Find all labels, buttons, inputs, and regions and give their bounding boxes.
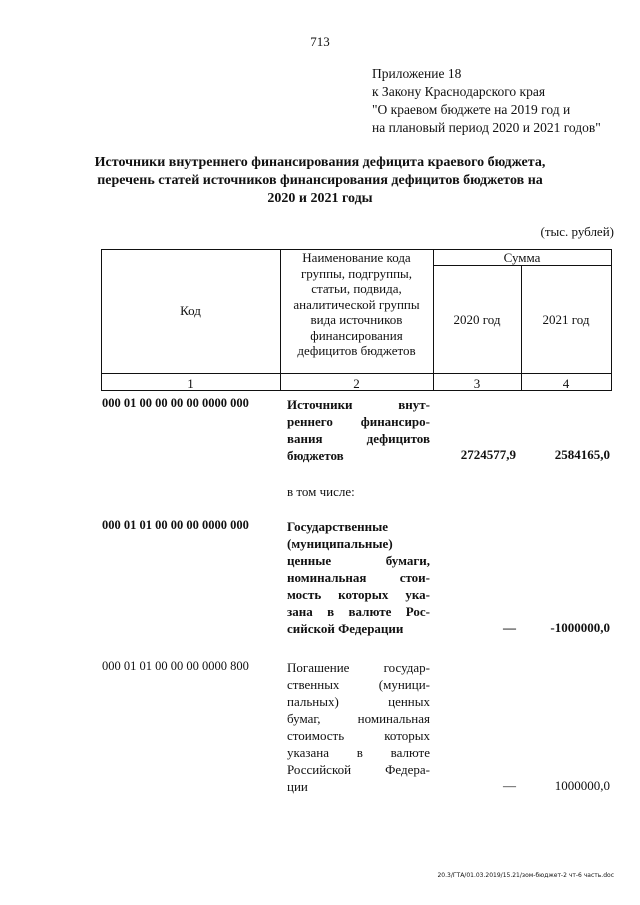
document-title-line: перечень статей источников финансирования дефицитов бюджетов на [97, 173, 543, 188]
amount-2020: 2724577,9 [460, 447, 516, 462]
column-number: 4 [562, 376, 570, 391]
header-code: Код [180, 303, 201, 318]
row-code: 000 01 01 00 00 00 0000 800 [102, 659, 249, 673]
row-code: 000 01 00 00 00 00 0000 000 [102, 396, 249, 410]
footer-file-note: 20.3/ГТА/01.03.2019/15.21/зом-бюджет-2 чт-6 часть.doc [437, 872, 614, 879]
row-name: Погашение государ- ственных (муници- пальных) ценных бумаг, номинальная стоимость которых указана в валюте Российской Федера- ции [287, 660, 430, 794]
column-number: 1 [187, 376, 194, 391]
amount-2021: -1000000,0 [550, 620, 610, 635]
document-title-line: 2020 и 2021 годы [267, 191, 373, 206]
header-sum: Сумма [503, 250, 541, 265]
document-title-line: Источники внутреннего финансирования дефицита краевого бюджета, [94, 155, 546, 170]
amount-2020: — [503, 778, 516, 793]
appendix-line: на плановый период 2020 и 2021 годов" [372, 120, 601, 135]
amount-2020: — [503, 620, 516, 635]
row-name: Источники внут- реннего финансиро- вания дефицитов бюджетов [287, 397, 430, 463]
page-number: 713 [310, 34, 330, 49]
appendix-line: "О краевом бюджете на 2019 год и [372, 102, 571, 117]
appendix-line: к Закону Краснодарского края [372, 84, 546, 99]
header-year-2020: 2020 год [453, 312, 501, 327]
amount-2021: 1000000,0 [554, 778, 610, 793]
column-number: 2 [353, 376, 360, 391]
including-note: в том числе: [287, 484, 355, 499]
row-code: 000 01 01 00 00 00 0000 000 [102, 518, 249, 532]
row-name: Государственные (муниципальные) ценные бумаги, номинальная стои- мость которых ука- зана в валюте Рос- сийской Федерации [287, 519, 430, 636]
header-year-2021: 2021 год [542, 312, 590, 327]
column-number: 3 [473, 376, 481, 391]
amount-2021: 2584165,0 [554, 447, 610, 462]
header-name: Наименование кода группы, подгруппы, статьи, подвида, аналитической группы вида источников финансирования дефицитов бюджетов [293, 250, 420, 358]
unit-note: (тыс. рублей) [540, 224, 614, 239]
appendix-line: Приложение 18 [372, 66, 462, 81]
